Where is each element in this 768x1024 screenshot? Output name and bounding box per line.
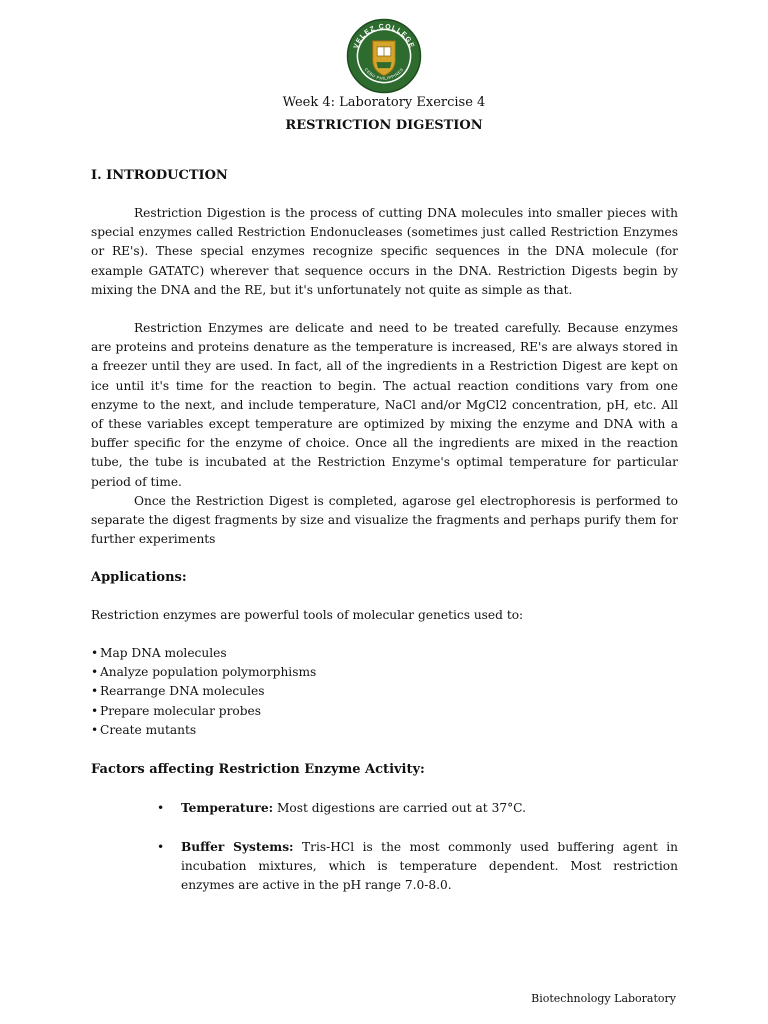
list-item: • Analyze population polymorphisms <box>91 663 316 682</box>
bullet-icon: • <box>157 801 165 815</box>
bullet-icon: • <box>91 646 99 660</box>
bullet-icon: • <box>157 840 165 854</box>
applications-list <box>91 644 316 740</box>
intro-paragraph: Once the Restriction Digest is completed, agarose gel electrophoresis is performed to separate the digest fragments by size and visualize the fragments and perhaps purify them for further experiments <box>91 494 678 547</box>
bullet-icon: • <box>91 684 99 699</box>
list-item: • Create mutants <box>91 721 316 740</box>
factor-text: Tris-HCl is the most commonly used buffering agent in incubation mixtures, which is temperature dependent. Most restriction enzymes are active in the pH range 7.0-8.0. <box>181 840 679 893</box>
seal-name-text: VELEZ COLLEGE <box>352 23 416 50</box>
applications-heading: Applications: <box>91 570 187 585</box>
factor-item-buffer-systems <box>157 838 678 896</box>
bullet-icon: • <box>91 665 99 680</box>
introduction-heading: I. INTRODUCTION <box>91 168 228 183</box>
factor-item-temperature <box>157 799 678 818</box>
list-item: • Rearrange DNA molecules <box>91 682 316 701</box>
intro-paragraph: Restriction Enzymes are delicate and need to be treated carefully. Because enzymes are proteins and proteins denature as the temperature is increased, RE's are always stored in a freezer until they are used. In fact, all of the ingredients in a Restriction Digest are kept on ice until it's time for the reaction to begin. The actual reaction conditions vary from one enzyme to the next, and include temperature, NaCl and/or MgCl2 concentration, pH, etc. All of these variables except temperature are optimized by mixing the enzyme and DNA with a buffer specific for the enzyme of choice. Once all the ingredients are mixed in the reaction tube, the tube is incubated at the Restriction Enzyme's optimal temperature for particular period of time. <box>91 321 678 489</box>
factor-text: Most digestions are carried out at 37°C. <box>276 801 526 815</box>
intro-paragraph: Restriction Digestion is the process of cutting DNA molecules into smaller pieces with special enzymes called Restriction Endonucleases (sometimes just called Restriction Enzymes or RE's). These special enzymes recognize specific sequences in the DNA molecule (for example GATATC) wherever that sequence occurs in the DNA. Restriction Digests begin by mixing the DNA and the RE, but it's unfortunately not quite as simple as that. <box>91 206 678 297</box>
factors-heading: Factors affecting Restriction Enzyme Activity: <box>91 762 425 777</box>
page-title: RESTRICTION DIGESTION <box>285 118 483 133</box>
list-item: • Map DNA molecules <box>91 644 316 663</box>
seal-location-text: CEBU PHILIPPINES <box>363 66 405 81</box>
college-seal-icon <box>346 18 422 94</box>
week-label: Week 4: Laboratory Exercise 4 <box>282 95 486 110</box>
page-footer: Biotechnology Laboratory <box>531 992 676 1005</box>
list-item: • Prepare molecular probes <box>91 702 316 721</box>
bullet-icon: • <box>91 722 99 737</box>
applications-intro: Restriction enzymes are powerful tools of molecular genetics used to: <box>91 608 524 622</box>
bullet-icon: • <box>91 703 99 718</box>
factor-label: Temperature: <box>181 801 274 815</box>
factor-label: Buffer Systems: <box>181 840 294 854</box>
